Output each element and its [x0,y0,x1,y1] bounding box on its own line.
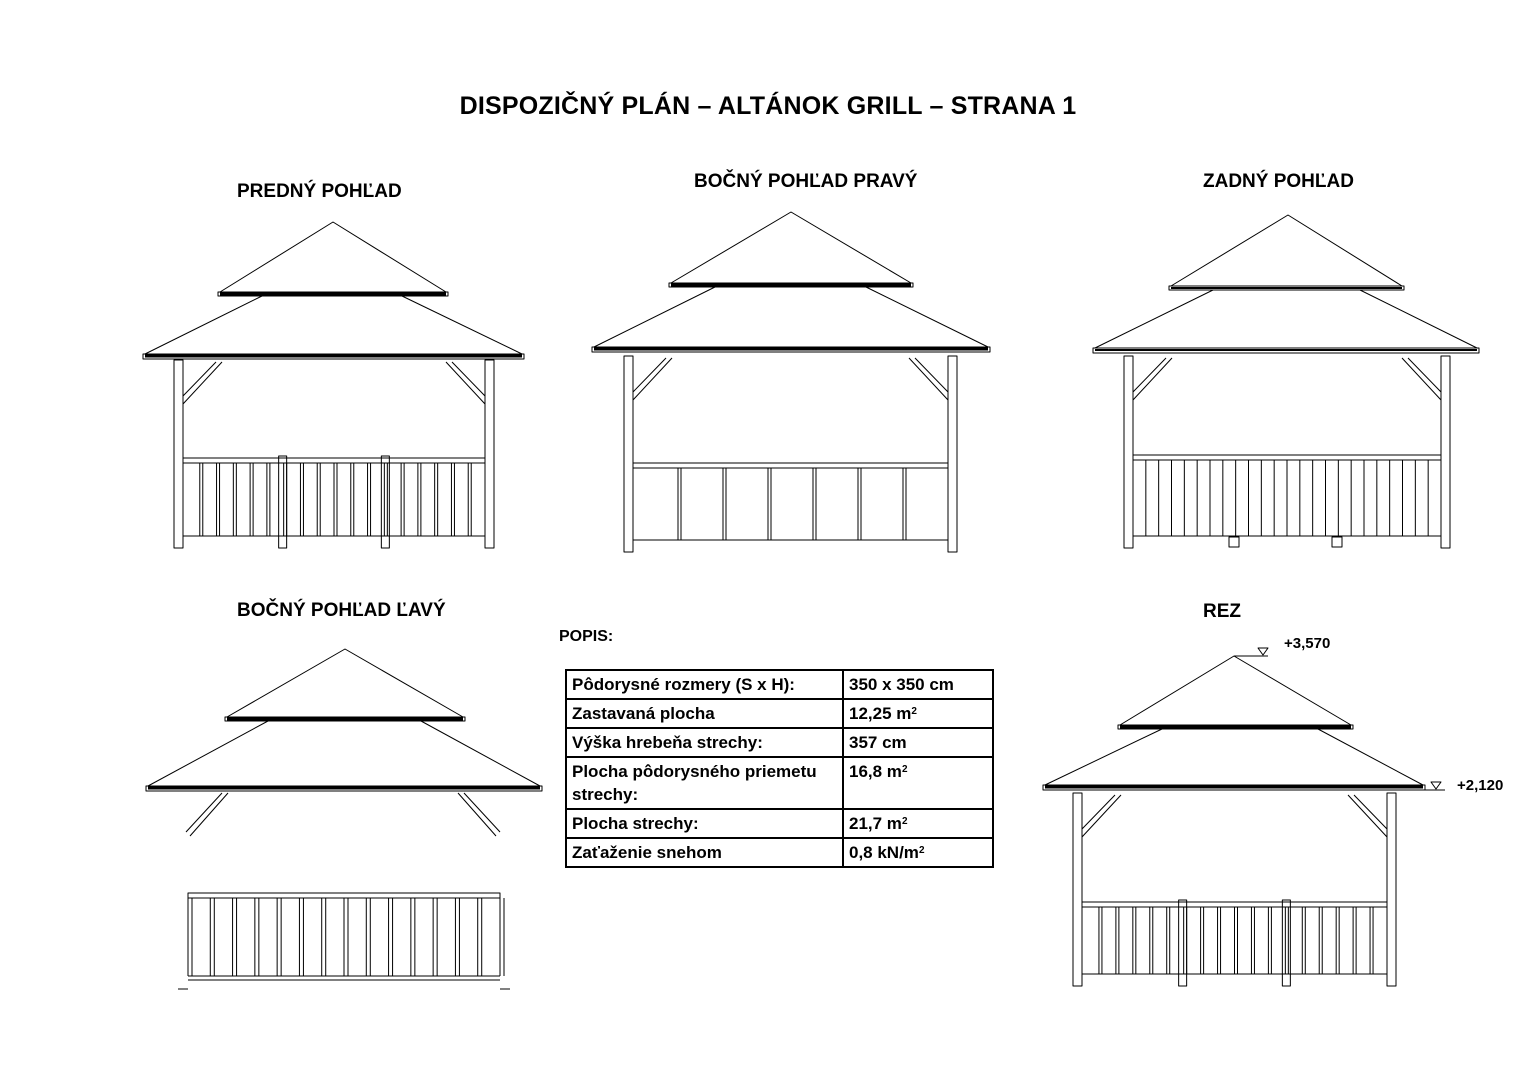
lower-roof [145,296,522,354]
top-rail [188,893,500,898]
left-post [174,360,183,548]
foot [1332,537,1342,547]
spec-label: Plocha pôdorysného priemetu strechy: [566,757,843,809]
spec-value: 357 cm [843,728,993,757]
front-view-drawing [143,222,524,548]
spec-value: 16,8 $m^2$ [843,757,993,809]
ridge-elevation-marker [1258,648,1268,655]
middle-post [279,456,287,548]
upper-roof [1120,656,1351,725]
middle-post [1282,900,1290,986]
popis-label: POPIS: [559,628,614,645]
section-view-title: REZ [1203,601,1241,622]
front-view-title: PREDNÝ POHĽAD [237,181,402,202]
spec-value: 0,8 $kN/m^2$ [843,838,993,867]
section-view-drawing [1043,648,1445,986]
back-view-title: ZADNÝ POHĽAD [1203,171,1354,192]
left-view-title: BOČNÝ POHĽAD ĽAVÝ [237,600,446,621]
spec-label: Pôdorysné rozmery (S x H): [566,670,843,699]
left-post [1124,356,1133,548]
upper-roof [220,222,446,292]
spec-label: Zastavaná plocha [566,699,843,728]
lower-roof [1045,729,1423,785]
spec-label: Plocha strechy: [566,809,843,838]
lower-roof [1095,290,1477,348]
top-rail [633,463,948,468]
lower-roof [594,287,988,347]
top-rail [1133,455,1441,460]
left-post [1073,793,1082,986]
spec-value: 350 x 350 cm [843,670,993,699]
top-rail [183,458,485,463]
ridge-elevation-label: +3,570 [1284,635,1331,652]
upper-roof [227,649,463,717]
right-post [1441,356,1450,548]
spec-value: 21,7 $m^2$ [843,809,993,838]
right-post [485,360,494,548]
foot [1229,537,1239,547]
middle-post [381,456,389,548]
right-post [948,356,957,552]
eave-elevation-label: +2,120 [1457,777,1504,794]
spec-label: Zaťaženie snehom [566,838,843,867]
eave-elevation-marker [1431,782,1441,789]
page-title: DISPOZIČNÝ PLÁN – ALTÁNOK GRILL – STRANA 1 [459,92,1077,120]
middle-post [1179,900,1187,986]
lower-roof [148,721,540,786]
back-view-drawing [1093,215,1479,548]
left-view-drawing [146,649,542,989]
spec-label: Výška hrebeňa strechy: [566,728,843,757]
upper-roof [671,212,911,283]
left-post [624,356,633,552]
top-rail [1082,902,1387,907]
right-view-title: BOČNÝ POHĽAD PRAVÝ [694,171,918,192]
right-view-drawing [592,212,990,552]
spec-value: 12,25 $m^2$ [843,699,993,728]
upper-roof [1171,215,1402,286]
right-post [1387,793,1396,986]
